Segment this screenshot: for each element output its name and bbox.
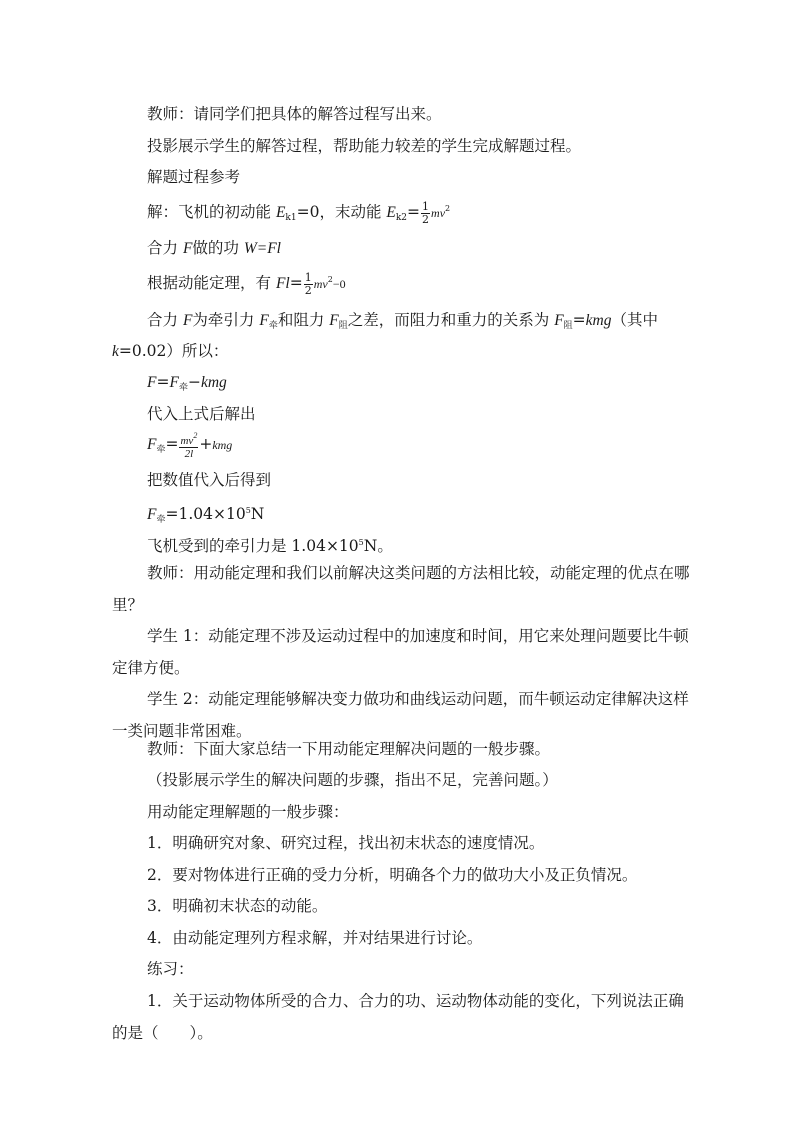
text: 合力 [147,239,183,257]
force-symbol: F [147,506,157,523]
text: 和阻力 [277,311,330,329]
subscript: 牵 [178,383,188,393]
mv-term: mv [431,206,446,220]
unit: N [250,505,265,523]
equals: = [156,373,170,391]
result-sentence-line [147,533,393,556]
exercise-heading: 练习： [147,960,194,978]
traction-formula-line [147,430,232,460]
mv-term: mv [313,277,328,291]
equals: = [165,435,179,453]
value: =1.04×10 [165,505,246,523]
fraction-half [421,201,430,226]
work-formula: W=Fl [243,240,281,257]
equals: = [572,311,586,329]
projection-steps-line: （投影展示学生的解决问题的步骤，指出不足，完善问题。） [147,771,558,789]
force-relation-line [147,310,658,336]
substitute-line: 代入上式后解出 [147,405,256,423]
numbers-line: 把数值代入后得到 [147,471,272,489]
text: 根据动能定理，有 [147,274,276,292]
result-formula-line [147,501,264,530]
text: （其中 [611,311,659,329]
numerator: 1 [304,270,312,284]
ek1-symbol: E [275,204,286,221]
force-symbol: F [147,436,157,453]
subscript: 阻 [563,321,573,331]
theorem-line [147,270,346,297]
minus-zero: −0 [332,277,346,291]
subscript: 牵 [268,321,278,331]
text: 飞机受到的牵引力是 1.04×10 [147,537,359,555]
text: 合力 [147,311,183,329]
numerator: 1 [422,199,430,213]
force-symbol: F [259,312,269,329]
mv-term: mv [180,435,194,447]
equals: = [289,274,303,292]
minus: − [187,373,201,391]
unit: N。 [363,537,393,555]
force-symbol: F [147,374,157,391]
square-exponent: 2 [445,204,451,213]
force-symbol: F [554,312,564,329]
fraction-mv2-over-2l [179,430,198,460]
kmg-term: kmg [585,312,612,329]
denominator: 2l [184,448,194,460]
force-symbol: F [182,240,193,257]
square-exponent: 2 [327,275,333,284]
text: 解：飞机的初动能 [147,203,276,221]
subscript: 牵 [156,515,166,525]
square-exponent: 2 [193,431,198,440]
force-symbol: F [329,312,339,329]
equals: = [407,203,421,221]
solution-heading: 解题过程参考 [147,168,241,186]
plus: + [199,435,213,453]
force-symbol: F [182,312,193,329]
student-1-paragraph: 学生 1：动能定理不涉及运动过程中的加速度和时间，用它来处理问题要比牛顿定律方便。 [112,627,689,677]
teacher-question-paragraph: 教师：用动能定理和我们以前解决这类问题的方法相比较，动能定理的优点在哪里？ [112,564,690,614]
text: 之差，而阻力和重力的关系为 [347,311,555,329]
k-value-line [112,341,228,362]
text: =0.02）所以： [118,342,229,360]
solution-kinetic-energy-line [147,199,450,228]
kmg-term: kmg [200,374,227,391]
step-1: 1．明确研究对象、研究过程，找出初末状态的速度情况。 [147,834,545,852]
denominator: 2 [422,212,430,226]
text: 为牵引力 [192,311,260,329]
exponent: 5 [245,506,251,515]
k-symbol: k [112,343,119,360]
projection-line: 投影展示学生的解答过程，帮助能力较差的学生完成解题过程。 [147,137,582,155]
step-2: 2．要对物体进行正确的受力分析，明确各个力的做功大小及正负情况。 [147,866,638,884]
exercise-question-1: 1．关于运动物体所受的合力、合力的功、运动物体动能的变化，下列说法正确的是（ ）。 [112,992,684,1042]
kmg-term: kmg [212,438,233,452]
text: 做的功 [192,239,244,257]
ek2-symbol: E [386,204,396,221]
step-3: 3．明确初末状态的动能。 [147,897,328,915]
fl-term: Fl [275,275,290,292]
subscript: 阻 [338,321,348,331]
ek2-subscript: k2 [395,213,408,223]
subscript: 牵 [156,445,166,455]
denominator: 2 [304,283,312,297]
teacher-line-1: 教师：请同学们把具体的解答过程写出来。 [147,105,442,123]
work-line [147,238,281,259]
formula-f-line [147,372,227,398]
steps-heading: 用动能定理解题的一般步骤： [147,803,349,821]
fraction-half [304,272,313,297]
ek1-subscript: k1 [285,213,297,223]
numerator [179,430,198,448]
exponent: 5 [358,538,364,547]
student-2-paragraph: 学生 2：动能定理能够解决变力做功和曲线运动问题，而牛顿运动定律解决这样一类问题非常困难。 [112,690,689,740]
teacher-summary-line: 教师：下面大家总结一下用动能定理解决问题的一般步骤。 [147,740,551,758]
step-4: 4．由动能定理列方程求解，并对结果进行讨论。 [147,929,483,947]
text: =0，末动能 [296,203,387,221]
force-symbol: F [169,374,179,391]
